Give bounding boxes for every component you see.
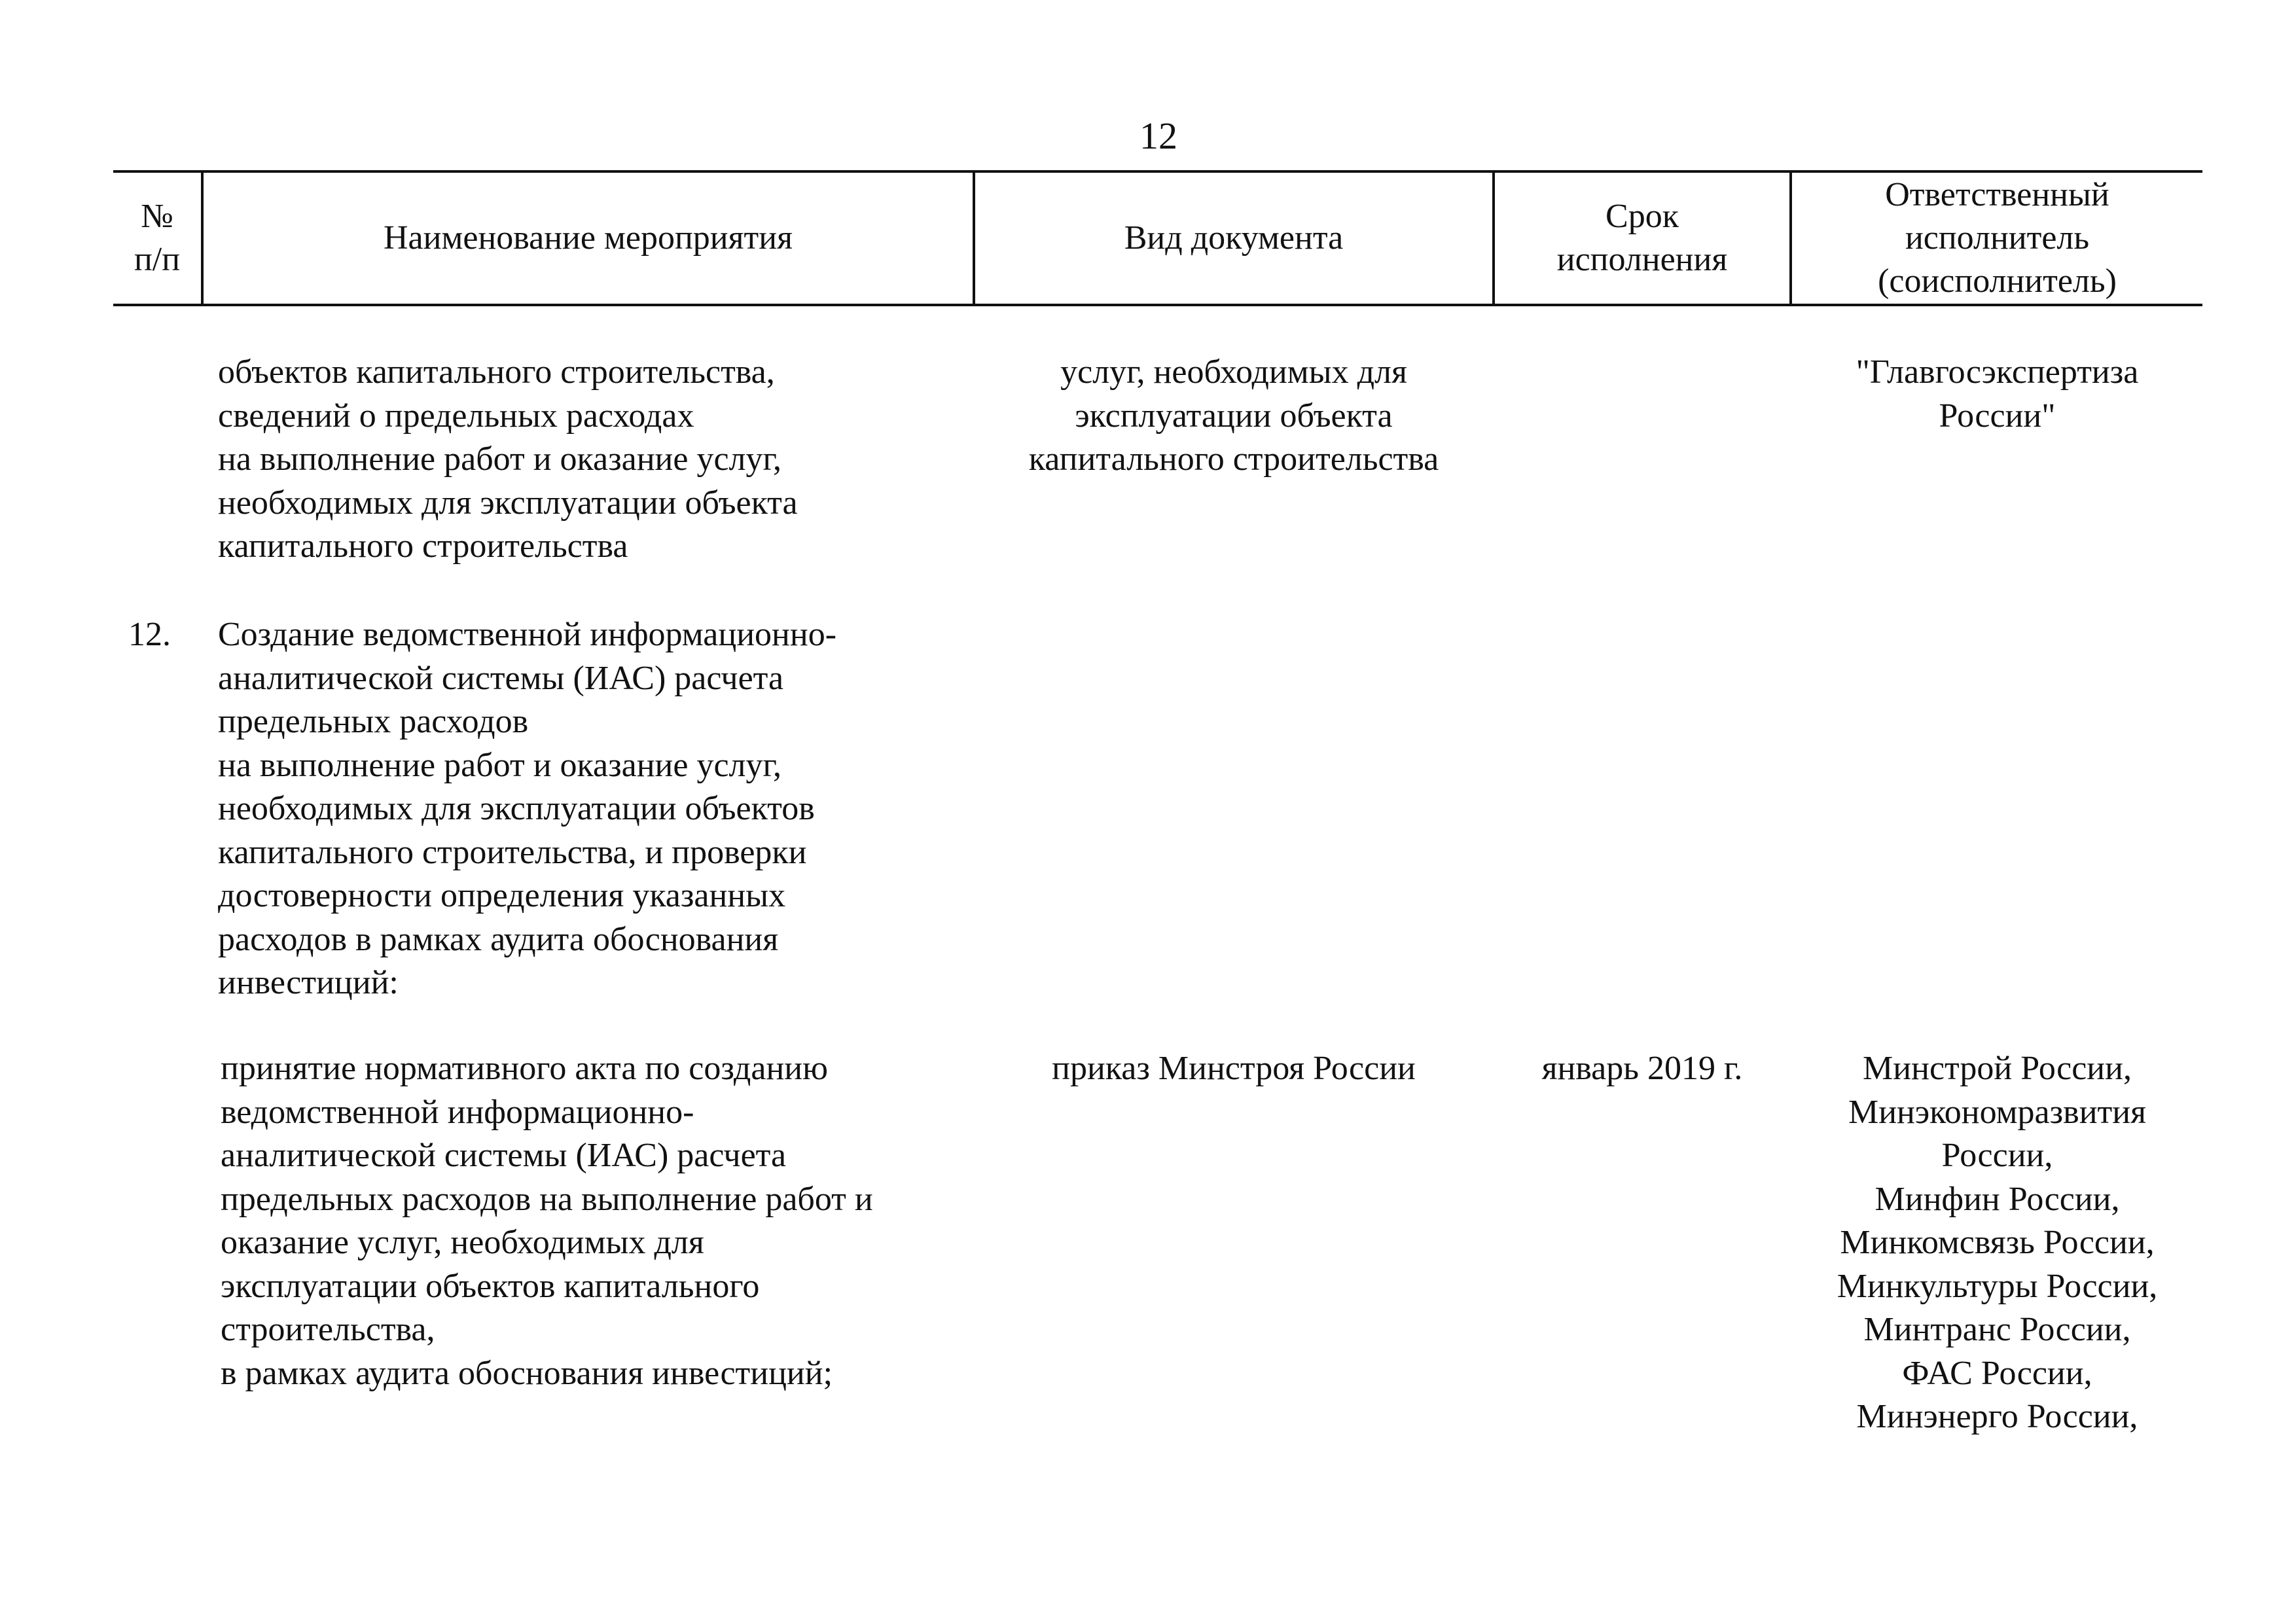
header-deadline-line: Срок: [1605, 198, 1679, 235]
text-line: аналитической системы (ИАС) расчета: [218, 659, 784, 697]
header-number-line: №: [141, 198, 173, 235]
text-line: на выполнение работ и оказание услуг,: [218, 440, 781, 478]
text-line: объектов капитального строительства,: [218, 353, 775, 391]
subitem-document-type: [975, 1047, 1492, 1091]
header-responsible-line: (соисполнитель): [1878, 262, 2117, 300]
item-12-event-name: [218, 613, 836, 1005]
text-line: эксплуатации объекта: [1075, 397, 1393, 435]
text-line: России": [1939, 397, 2056, 435]
text-line: Минфин России,: [1874, 1180, 2120, 1218]
text-line: необходимых для эксплуатации объектов: [218, 790, 815, 827]
text-line: ведомственной информационно-: [221, 1093, 694, 1131]
header-responsible: [1792, 171, 2202, 305]
text-line: Минкомсвязь России,: [1840, 1224, 2155, 1261]
text-line: России,: [1941, 1137, 2053, 1174]
header-document-type: [975, 171, 1492, 305]
text-line: приказ Минстроя России: [1052, 1050, 1416, 1087]
continuation-responsible: [1792, 351, 2202, 438]
text-line: необходимых для эксплуатации объекта: [218, 484, 798, 522]
header-number: [113, 171, 201, 305]
text-line: на выполнение работ и оказание услуг,: [218, 746, 781, 784]
text-line: Создание ведомственной информационно-: [218, 616, 837, 653]
text-line: капитального строительства, и проверки: [218, 833, 807, 871]
text-line: Минкультуры России,: [1837, 1267, 2158, 1305]
subitem-event-name: [221, 1047, 873, 1395]
text-line: строительства,: [221, 1311, 435, 1348]
text-line: Минстрой России,: [1863, 1050, 2132, 1087]
header-responsible-line: исполнитель: [1905, 219, 2090, 257]
subitem-deadline: [1495, 1047, 1789, 1091]
text-line: капитального строительства: [1028, 440, 1439, 478]
text-line: "Главгосэкспертиза: [1856, 353, 2139, 391]
header-deadline-line: исполнения: [1556, 241, 1728, 278]
text-line: Минтранс России,: [1863, 1311, 2131, 1348]
header-document-type-line: Вид документа: [1124, 219, 1344, 257]
continuation-event-name: [218, 351, 798, 569]
continuation-document-type: [975, 351, 1492, 482]
text-line: эксплуатации объектов капитального: [221, 1267, 760, 1305]
text-line: сведений о предельных расходах: [218, 397, 694, 435]
subitem-responsible: [1792, 1047, 2202, 1439]
text-line: принятие нормативного акта по созданию: [221, 1050, 828, 1087]
text-line: достоверности определения указанных: [218, 877, 786, 914]
text-line: предельных расходов на выполнение работ и: [221, 1180, 873, 1218]
text-line: предельных расходов: [218, 703, 529, 740]
text-line: инвестиций:: [218, 964, 399, 1001]
text-line: в рамках аудита обоснования инвестиций;: [221, 1354, 833, 1392]
text-line: январь 2019 г.: [1541, 1050, 1743, 1087]
text-line: Минэкономразвития: [1848, 1093, 2147, 1131]
text-line: аналитической системы (ИАС) расчета: [221, 1137, 787, 1174]
header-event-name-line: Наименование мероприятия: [384, 219, 793, 257]
text-line: ФАС России,: [1902, 1354, 2092, 1392]
text-line: капитального строительства: [218, 527, 628, 565]
text-line: расходов в рамках аудита обоснования: [218, 920, 779, 958]
header-event-name: [204, 171, 973, 305]
text-line: оказание услуг, необходимых для: [221, 1224, 704, 1261]
text-line: Минэнерго России,: [1856, 1398, 2138, 1435]
header-deadline: [1495, 171, 1789, 305]
page-number: 12: [1139, 115, 1177, 157]
text-line: услуг, необходимых для: [1060, 353, 1407, 391]
item-number: 12.: [128, 616, 171, 653]
header-responsible-line: Ответственный: [1885, 176, 2109, 213]
header-number-line: п/п: [134, 241, 181, 278]
